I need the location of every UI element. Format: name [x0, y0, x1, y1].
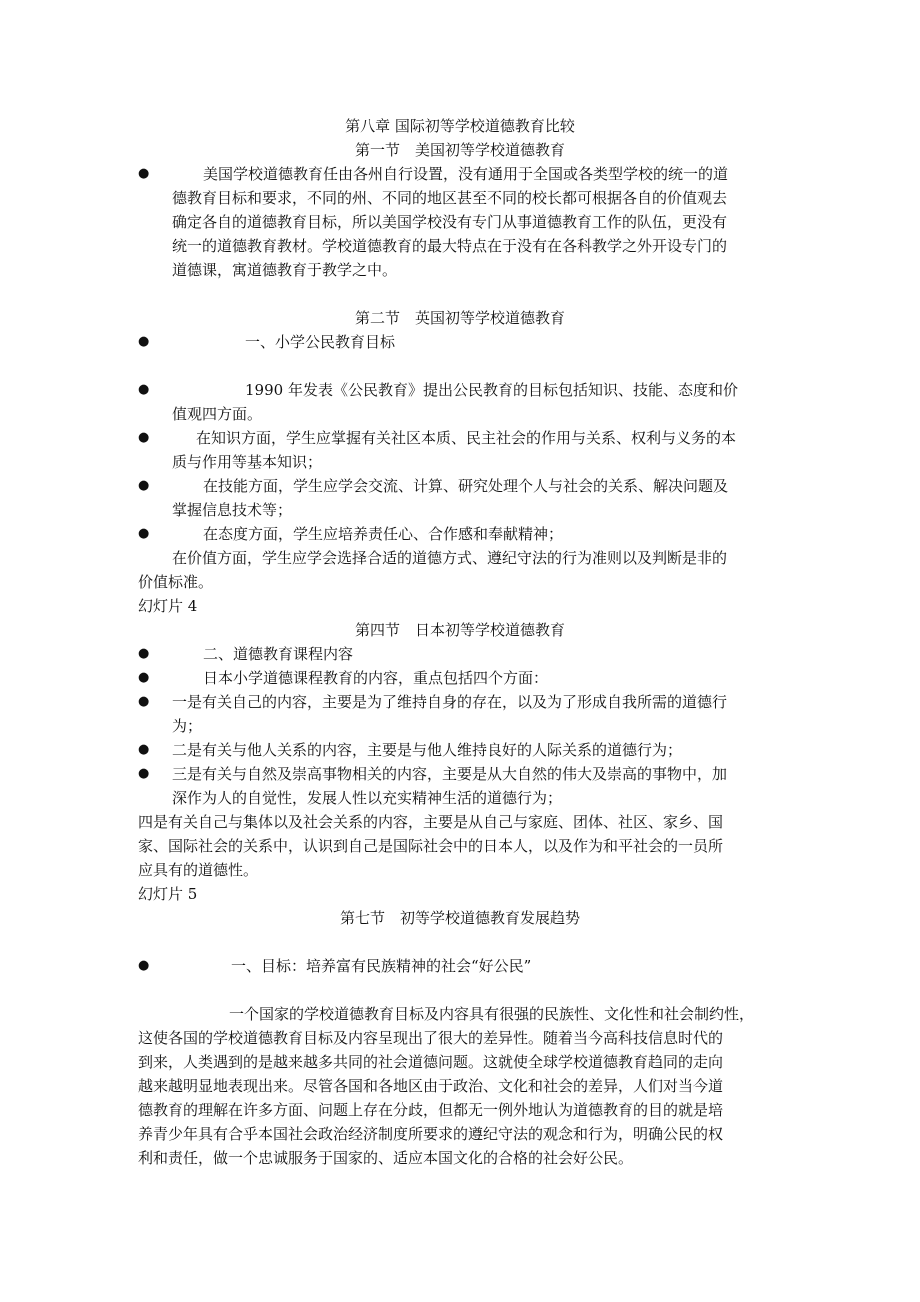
section-7-title: 第七节 初等学校道德教育发展趋势	[339, 909, 580, 927]
section-1-line: 德教育目标和要求，不同的州、不同的地区甚至不同的校长都可根据各自的价值观去	[172, 189, 728, 207]
section-7-line: 到来，人类遇到的是越来越多共同的社会道德问题。这就使全球学校道德教育趋同的走向	[138, 1053, 724, 1071]
section-4-line: 深作为人的自觉性，发展人性以充实精神生活的道德行为；	[172, 789, 563, 807]
bullet-marker: ●	[138, 958, 150, 973]
section-7-line: 越来越明显地表现出来。尽管各国和各地区由于政治、文化和社会的差异，人们对当今道	[138, 1077, 724, 1095]
bullet-marker: ●	[138, 430, 150, 445]
section-4-line: 一是有关自己的内容，主要是为了维持自身的存在，以及为了形成自我所需的道德行	[172, 693, 728, 711]
slide-5-label: 幻灯片 5	[138, 885, 198, 903]
bullet-marker: ●	[138, 742, 150, 757]
bullet-marker: ●	[138, 766, 150, 781]
section-1-line: 统一的道德教育教材。学校道德教育的最大特点在于没有在各科教学之外开设专门的	[172, 237, 728, 255]
bullet-marker: ●	[138, 382, 150, 397]
section-7-line: 德教育的理解在许多方面、问题上存在分歧，但都无一例外地认为道德教育的目的就是培	[138, 1101, 724, 1119]
section-7-subheading: 一、目标：培养富有民族精神的社会“好公民”	[231, 957, 532, 975]
section-4-subheading: 二、道德教育课程内容	[203, 645, 354, 663]
bullet-marker: ●	[138, 526, 150, 541]
section-4-title: 第四节 日本初等学校道德教育	[354, 621, 565, 639]
bullet-marker: ●	[138, 478, 150, 493]
section-7-line: 利和责任，做一个忠诚服务于国家的、适应本国文化的合格的社会好公民。	[138, 1149, 634, 1167]
section-4-line: 三是有关与自然及崇高事物相关的内容，主要是从大自然的伟大及崇高的事物中，加	[172, 765, 728, 783]
section-1-line: 美国学校道德教育任由各州自行设置，没有通用于全国或各类型学校的统一的道	[203, 165, 729, 183]
slide-4-label: 幻灯片 4	[138, 597, 198, 615]
bullet-marker: ●	[138, 166, 150, 181]
section-4-line: 为；	[172, 717, 203, 735]
section-1-line: 道德课，寓道德教育于教学之中。	[172, 261, 398, 279]
section-1-title: 第一节 美国初等学校道德教育	[354, 141, 565, 159]
bullet-marker: ●	[138, 670, 150, 685]
section-7-line: 养青少年具有合乎本国社会政治经济制度所要求的遵纪守法的观念和行为，明确公民的权	[138, 1125, 724, 1143]
section-2-line: 在价值方面，学生应学会选择合适的道德方式、遵纪守法的行为准则以及判断是非的	[172, 549, 728, 567]
section-2-line: 质与作用等基本知识；	[172, 453, 323, 471]
section-2-line: 在技能方面，学生应学会交流、计算、研究处理个人与社会的关系、解决问题及	[203, 477, 729, 495]
section-2-line: 价值标准。	[138, 573, 214, 591]
bullet-marker: ●	[138, 646, 150, 661]
section-4-line: 应具有的道德性。	[138, 861, 259, 879]
section-7-line: 这使各国的学校道德教育目标及内容呈现出了很大的差异性。随着当今高科技信息时代的	[138, 1029, 724, 1047]
bullet-marker: ●	[138, 334, 150, 349]
section-4-line: 二是有关与他人关系的内容，主要是与他人维持良好的人际关系的道德行为；	[172, 741, 683, 759]
chapter-title: 第八章 国际初等学校道德教育比较	[345, 117, 575, 135]
section-2-line: 值观四方面。	[172, 405, 263, 423]
section-2-subheading: 一、小学公民教育目标	[245, 333, 396, 351]
section-2-line: 在知识方面，学生应掌握有关社区本质、民主社会的作用与关系、权利与义务的本	[196, 429, 737, 447]
section-4-line: 日本小学道德课程教育的内容，重点包括四个方面：	[203, 669, 549, 687]
section-2-line: 1990 年发表《公民教育》提出公民教育的目标包括知识、技能、态度和价	[245, 381, 738, 399]
section-4-line: 四是有关自己与集体以及社会关系的内容，主要是从自己与家庭、团体、社区、家乡、国	[138, 813, 724, 831]
bullet-marker: ●	[138, 694, 150, 709]
section-1-line: 确定各自的道德教育目标，所以美国学校没有专门从事道德教育工作的队伍，更没有	[172, 213, 728, 231]
section-2-title: 第二节 英国初等学校道德教育	[354, 309, 565, 327]
section-2-line: 掌握信息技术等；	[172, 501, 293, 519]
section-2-line: 在态度方面，学生应培养责任心、合作感和奉献精神；	[203, 525, 564, 543]
section-4-line: 家、国际社会的关系中，认识到自己是国际社会中的日本人，以及作为和平社会的一员所	[138, 837, 724, 855]
section-7-line: 一个国家的学校道德教育目标及内容具有很强的民族性、文化性和社会制约性，	[229, 1005, 755, 1023]
